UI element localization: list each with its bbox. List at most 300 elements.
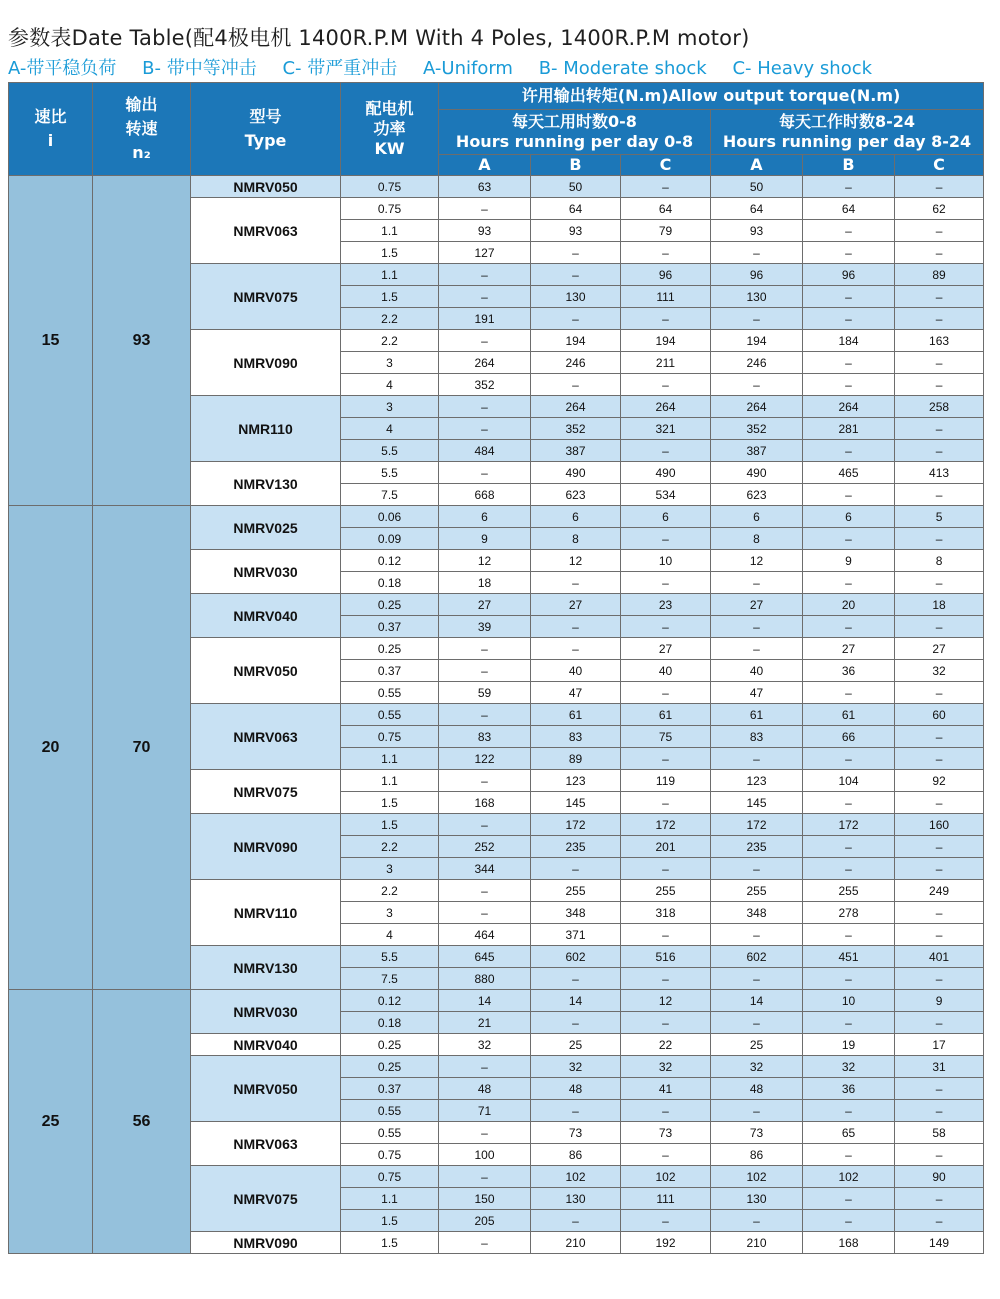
power-cell: 1.1 [341,770,439,792]
torque-cell-a-8-24: 64 [711,198,803,220]
model-cell: NMRV040 [191,1034,341,1056]
torque-cell-a-0-8: 344 [439,858,531,880]
torque-cell-c-0-8: – [621,616,711,638]
torque-cell-c-8-24: – [895,748,984,770]
page-title: 参数表Date Table(配4极电机 1400R.P.M With 4 Poles, 1400R.P.M motor) [8,26,750,50]
torque-cell-a-0-8: 252 [439,836,531,858]
torque-cell-a-0-8: – [439,814,531,836]
torque-cell-b-0-8: 6 [531,506,621,528]
model-cell: NMRV050 [191,176,341,198]
torque-cell-a-0-8: – [439,330,531,352]
table-row [9,990,984,1012]
torque-cell-a-8-24: – [711,1210,803,1232]
torque-data-table [8,82,984,1254]
torque-cell-a-8-24: – [711,968,803,990]
torque-cell-c-0-8: 73 [621,1122,711,1144]
torque-cell-a-8-24: 172 [711,814,803,836]
power-cell: 1.5 [341,792,439,814]
torque-cell-b-0-8: – [531,858,621,880]
torque-cell-b-0-8: – [531,616,621,638]
power-cell: 3 [341,858,439,880]
torque-cell-a-8-24: 48 [711,1078,803,1100]
torque-cell-b-8-24: – [803,528,895,550]
power-cell: 0.25 [341,1034,439,1056]
torque-cell-b-8-24: – [803,286,895,308]
torque-cell-b-8-24: 264 [803,396,895,418]
torque-cell-c-0-8: 79 [621,220,711,242]
torque-cell-b-0-8: 255 [531,880,621,902]
torque-cell-b-0-8: 83 [531,726,621,748]
torque-cell-c-0-8: – [621,968,711,990]
header-col-c: C [621,155,711,176]
torque-cell-b-8-24: – [803,792,895,814]
torque-cell-a-0-8: 71 [439,1100,531,1122]
header-col-b: B [803,155,895,176]
torque-cell-b-8-24: – [803,748,895,770]
table-row [9,176,984,198]
torque-cell-b-0-8: 130 [531,1188,621,1210]
torque-cell-c-0-8: – [621,748,711,770]
power-cell: 0.37 [341,1078,439,1100]
torque-cell-c-8-24: 31 [895,1056,984,1078]
torque-cell-c-8-24: – [895,308,984,330]
torque-cell-b-0-8: 48 [531,1078,621,1100]
header-speed-en: n₂ [132,143,151,162]
power-cell: 0.25 [341,1056,439,1078]
legend-item: B- Moderate shock [538,58,707,79]
torque-cell-c-0-8: – [621,792,711,814]
power-cell: 0.37 [341,660,439,682]
model-cell: NMRV110 [191,880,341,946]
output-speed-cell: 93 [93,176,191,506]
torque-cell-a-0-8: – [439,1122,531,1144]
torque-cell-a-8-24: 264 [711,396,803,418]
header-output-speed [93,83,191,176]
torque-cell-c-0-8: – [621,528,711,550]
torque-cell-b-8-24: – [803,308,895,330]
torque-cell-c-8-24: – [895,1078,984,1100]
header-col-c: C [895,155,984,176]
torque-cell-b-8-24: 66 [803,726,895,748]
torque-cell-a-0-8: 14 [439,990,531,1012]
torque-cell-a-8-24: 47 [711,682,803,704]
torque-cell-c-0-8: 6 [621,506,711,528]
torque-cell-a-0-8: 645 [439,946,531,968]
torque-cell-b-0-8: 40 [531,660,621,682]
torque-cell-a-8-24: 6 [711,506,803,528]
torque-cell-b-0-8: 32 [531,1056,621,1078]
torque-cell-b-8-24: 104 [803,770,895,792]
torque-cell-c-0-8: 102 [621,1166,711,1188]
torque-cell-b-0-8: 623 [531,484,621,506]
torque-cell-a-0-8: 100 [439,1144,531,1166]
torque-cell-a-0-8: 27 [439,594,531,616]
torque-cell-a-8-24: 602 [711,946,803,968]
model-cell: NMRV075 [191,264,341,330]
table-row [9,506,984,528]
torque-cell-a-0-8: 9 [439,528,531,550]
torque-cell-a-8-24: 387 [711,440,803,462]
torque-cell-a-0-8: – [439,638,531,660]
torque-cell-b-8-24: – [803,968,895,990]
torque-cell-b-8-24: 6 [803,506,895,528]
header-power-cn-1: 配电机 [365,99,414,118]
power-cell: 0.75 [341,198,439,220]
torque-cell-c-0-8: 264 [621,396,711,418]
torque-cell-c-8-24: 9 [895,990,984,1012]
model-cell: NMR110 [191,396,341,462]
torque-cell-a-0-8: 668 [439,484,531,506]
model-cell: NMRV130 [191,462,341,506]
model-cell: NMRV090 [191,814,341,880]
torque-cell-c-8-24: 8 [895,550,984,572]
torque-cell-c-0-8: 41 [621,1078,711,1100]
torque-cell-c-8-24: 18 [895,594,984,616]
torque-cell-c-8-24: 62 [895,198,984,220]
legend-item: C- Heavy shock [732,58,873,79]
power-cell: 0.75 [341,176,439,198]
torque-cell-a-8-24: – [711,1012,803,1034]
torque-cell-c-8-24: 27 [895,638,984,660]
torque-cell-b-8-24: – [803,858,895,880]
power-cell: 3 [341,902,439,924]
torque-cell-a-0-8: 21 [439,1012,531,1034]
power-cell: 2.2 [341,836,439,858]
torque-cell-a-0-8: – [439,1056,531,1078]
torque-cell-b-0-8: – [531,968,621,990]
power-cell: 0.25 [341,638,439,660]
header-group-0-8-en: Hours running per day 0-8 [455,132,694,151]
torque-cell-a-8-24: 14 [711,990,803,1012]
torque-cell-a-0-8: – [439,396,531,418]
torque-cell-b-8-24: – [803,836,895,858]
header-ratio-en: i [47,131,54,150]
power-cell: 0.18 [341,572,439,594]
torque-cell-a-0-8: 352 [439,374,531,396]
header-motor-power [341,83,439,176]
torque-cell-c-8-24: 58 [895,1122,984,1144]
power-cell: 0.55 [341,1100,439,1122]
torque-cell-c-0-8: – [621,924,711,946]
torque-cell-b-0-8: 50 [531,176,621,198]
torque-cell-a-8-24: 246 [711,352,803,374]
torque-cell-a-8-24: 25 [711,1034,803,1056]
torque-cell-c-0-8: 61 [621,704,711,726]
torque-cell-c-0-8: 534 [621,484,711,506]
torque-cell-b-0-8: 145 [531,792,621,814]
torque-cell-b-8-24: 36 [803,1078,895,1100]
torque-cell-c-8-24: 5 [895,506,984,528]
torque-cell-b-0-8: – [531,1210,621,1232]
torque-cell-b-8-24: 465 [803,462,895,484]
torque-cell-a-8-24: 32 [711,1056,803,1078]
output-speed-cell: 56 [93,990,191,1254]
torque-cell-b-0-8: – [531,374,621,396]
torque-cell-b-8-24: 20 [803,594,895,616]
legend-item: A-带平稳负荷 [8,58,117,79]
torque-cell-c-8-24: 401 [895,946,984,968]
output-speed-cell: 70 [93,506,191,990]
torque-cell-c-0-8: 490 [621,462,711,484]
torque-cell-b-8-24: – [803,484,895,506]
power-cell: 4 [341,418,439,440]
ratio-cell: 20 [9,506,93,990]
torque-cell-b-0-8: – [531,572,621,594]
header-group-8-24 [711,110,984,155]
torque-cell-b-0-8: 264 [531,396,621,418]
load-legend [8,54,872,80]
torque-cell-c-8-24: – [895,726,984,748]
header-power-en: KW [374,139,405,158]
power-cell: 1.5 [341,814,439,836]
torque-cell-b-0-8: 12 [531,550,621,572]
torque-cell-c-0-8: 32 [621,1056,711,1078]
torque-cell-b-0-8: 8 [531,528,621,550]
torque-cell-b-0-8: – [531,264,621,286]
torque-cell-b-0-8: – [531,242,621,264]
torque-cell-a-8-24: 12 [711,550,803,572]
torque-cell-c-8-24: – [895,572,984,594]
torque-cell-a-8-24: 8 [711,528,803,550]
torque-cell-c-8-24: – [895,176,984,198]
torque-cell-c-8-24: 89 [895,264,984,286]
power-cell: 0.75 [341,1166,439,1188]
torque-cell-b-8-24: 19 [803,1034,895,1056]
power-cell: 0.09 [341,528,439,550]
torque-cell-a-0-8: 464 [439,924,531,946]
torque-cell-b-0-8: 73 [531,1122,621,1144]
torque-cell-a-0-8: – [439,286,531,308]
header-speed-cn-2: 转速 [125,119,158,138]
model-cell: NMRV063 [191,1122,341,1166]
model-cell: NMRV025 [191,506,341,550]
torque-cell-c-8-24: – [895,352,984,374]
torque-cell-b-0-8: 64 [531,198,621,220]
header-col-b: B [531,155,621,176]
torque-cell-c-0-8: – [621,1210,711,1232]
power-cell: 1.1 [341,1188,439,1210]
torque-cell-c-8-24: – [895,968,984,990]
power-cell: 3 [341,352,439,374]
torque-cell-a-8-24: 73 [711,1122,803,1144]
torque-cell-a-8-24: – [711,572,803,594]
torque-cell-a-8-24: 50 [711,176,803,198]
power-cell: 0.55 [341,704,439,726]
torque-cell-c-0-8: 22 [621,1034,711,1056]
power-cell: 0.12 [341,550,439,572]
torque-cell-b-8-24: – [803,1100,895,1122]
torque-cell-c-8-24: – [895,1012,984,1034]
torque-cell-c-8-24: – [895,1210,984,1232]
torque-cell-a-0-8: 484 [439,440,531,462]
torque-cell-c-0-8: 172 [621,814,711,836]
torque-cell-b-0-8: 602 [531,946,621,968]
header-group-8-24-cn: 每天工作时数8-24 [779,112,916,131]
torque-cell-b-8-24: 172 [803,814,895,836]
torque-cell-c-0-8: – [621,176,711,198]
torque-cell-b-8-24: – [803,374,895,396]
torque-cell-b-8-24: 96 [803,264,895,286]
torque-cell-b-8-24: 168 [803,1232,895,1254]
torque-cell-c-0-8: – [621,374,711,396]
torque-cell-c-8-24: – [895,528,984,550]
power-cell: 7.5 [341,968,439,990]
torque-cell-b-8-24: – [803,1210,895,1232]
torque-cell-c-0-8: 23 [621,594,711,616]
torque-cell-b-0-8: 89 [531,748,621,770]
power-cell: 0.18 [341,1012,439,1034]
torque-cell-a-8-24: 348 [711,902,803,924]
power-cell: 1.1 [341,748,439,770]
torque-cell-a-8-24: 93 [711,220,803,242]
torque-cell-c-8-24: – [895,220,984,242]
torque-cell-a-0-8: 205 [439,1210,531,1232]
torque-cell-c-0-8: 255 [621,880,711,902]
power-cell: 1.1 [341,264,439,286]
torque-cell-c-0-8: 201 [621,836,711,858]
torque-cell-a-0-8: 6 [439,506,531,528]
torque-cell-c-0-8: 27 [621,638,711,660]
power-cell: 2.2 [341,330,439,352]
torque-cell-b-0-8: 27 [531,594,621,616]
torque-cell-b-8-24: 9 [803,550,895,572]
torque-cell-b-0-8: 102 [531,1166,621,1188]
header-col-a: A [439,155,531,176]
model-cell: NMRV063 [191,704,341,770]
power-cell: 7.5 [341,484,439,506]
header-group-0-8 [439,110,711,155]
power-cell: 2.2 [341,880,439,902]
power-cell: 4 [341,924,439,946]
torque-cell-b-8-24: 64 [803,198,895,220]
torque-cell-a-8-24: 210 [711,1232,803,1254]
torque-cell-a-8-24: 352 [711,418,803,440]
header-type-en: Type [244,131,287,150]
torque-cell-a-0-8: 39 [439,616,531,638]
torque-cell-a-8-24: 235 [711,836,803,858]
torque-cell-a-8-24: 130 [711,1188,803,1210]
torque-cell-b-0-8: 371 [531,924,621,946]
model-cell: NMRV090 [191,1232,341,1254]
torque-cell-c-0-8: 111 [621,286,711,308]
torque-cell-a-8-24: 96 [711,264,803,286]
power-cell: 5.5 [341,440,439,462]
torque-cell-c-8-24: – [895,418,984,440]
torque-cell-b-0-8: 61 [531,704,621,726]
torque-cell-b-0-8: – [531,638,621,660]
torque-cell-b-0-8: 490 [531,462,621,484]
torque-cell-a-0-8: – [439,264,531,286]
torque-cell-a-8-24: 490 [711,462,803,484]
torque-cell-c-8-24: – [895,924,984,946]
torque-cell-a-0-8: – [439,880,531,902]
torque-cell-b-8-24: – [803,242,895,264]
torque-cell-b-8-24: 36 [803,660,895,682]
torque-cell-b-8-24: 65 [803,1122,895,1144]
torque-cell-b-0-8: – [531,1100,621,1122]
torque-cell-b-8-24: 451 [803,946,895,968]
torque-cell-c-8-24: – [895,242,984,264]
torque-cell-c-8-24: 149 [895,1232,984,1254]
torque-cell-a-8-24: – [711,1100,803,1122]
torque-cell-a-8-24: – [711,924,803,946]
torque-cell-b-0-8: 93 [531,220,621,242]
torque-cell-b-0-8: 130 [531,286,621,308]
torque-cell-c-8-24: – [895,836,984,858]
torque-cell-b-8-24: – [803,616,895,638]
torque-cell-c-0-8: 96 [621,264,711,286]
header-allow-torque: 许用输出转矩(N.m)Allow output torque(N.m) [439,83,984,110]
torque-cell-a-0-8: – [439,902,531,924]
torque-cell-a-0-8: 127 [439,242,531,264]
torque-cell-c-8-24: – [895,616,984,638]
torque-cell-b-8-24: – [803,1188,895,1210]
torque-cell-c-0-8: 119 [621,770,711,792]
power-cell: 0.12 [341,990,439,1012]
torque-cell-a-0-8: 18 [439,572,531,594]
torque-cell-b-0-8: – [531,1012,621,1034]
table-body [9,176,984,1254]
power-cell: 2.2 [341,308,439,330]
torque-cell-b-8-24: 102 [803,1166,895,1188]
torque-cell-a-0-8: 122 [439,748,531,770]
torque-cell-c-8-24: – [895,1100,984,1122]
torque-cell-c-8-24: – [895,682,984,704]
torque-cell-c-8-24: – [895,440,984,462]
torque-cell-c-8-24: – [895,484,984,506]
torque-cell-a-8-24: – [711,374,803,396]
torque-cell-c-8-24: 249 [895,880,984,902]
torque-cell-c-8-24: – [895,286,984,308]
torque-cell-a-0-8: – [439,770,531,792]
torque-cell-b-0-8: 210 [531,1232,621,1254]
torque-cell-b-8-24: 10 [803,990,895,1012]
power-cell: 0.75 [341,726,439,748]
torque-cell-b-8-24: – [803,176,895,198]
torque-cell-c-0-8: – [621,682,711,704]
torque-cell-c-8-24: 92 [895,770,984,792]
torque-cell-b-8-24: 32 [803,1056,895,1078]
header-col-a: A [711,155,803,176]
torque-cell-a-8-24: 145 [711,792,803,814]
torque-cell-c-8-24: 17 [895,1034,984,1056]
torque-cell-c-0-8: 192 [621,1232,711,1254]
torque-cell-c-8-24: – [895,1144,984,1166]
torque-cell-b-0-8: 235 [531,836,621,858]
torque-cell-b-0-8: – [531,308,621,330]
torque-cell-a-8-24: 623 [711,484,803,506]
header-group-0-8-cn: 每天工用时数0-8 [512,112,637,131]
header-type-cn: 型号 [249,107,282,126]
model-cell: NMRV050 [191,638,341,704]
power-cell: 0.25 [341,594,439,616]
torque-cell-b-0-8: 123 [531,770,621,792]
model-cell: NMRV075 [191,770,341,814]
torque-cell-b-0-8: 86 [531,1144,621,1166]
power-cell: 1.5 [341,286,439,308]
torque-cell-b-8-24: 278 [803,902,895,924]
header-type [191,83,341,176]
torque-cell-b-8-24: – [803,440,895,462]
torque-cell-c-0-8: – [621,242,711,264]
torque-cell-a-8-24: 130 [711,286,803,308]
model-cell: NMRV040 [191,594,341,638]
torque-cell-a-0-8: 264 [439,352,531,374]
torque-cell-a-0-8: 168 [439,792,531,814]
torque-cell-a-0-8: 59 [439,682,531,704]
power-cell: 1.5 [341,1210,439,1232]
torque-cell-b-0-8: 246 [531,352,621,374]
